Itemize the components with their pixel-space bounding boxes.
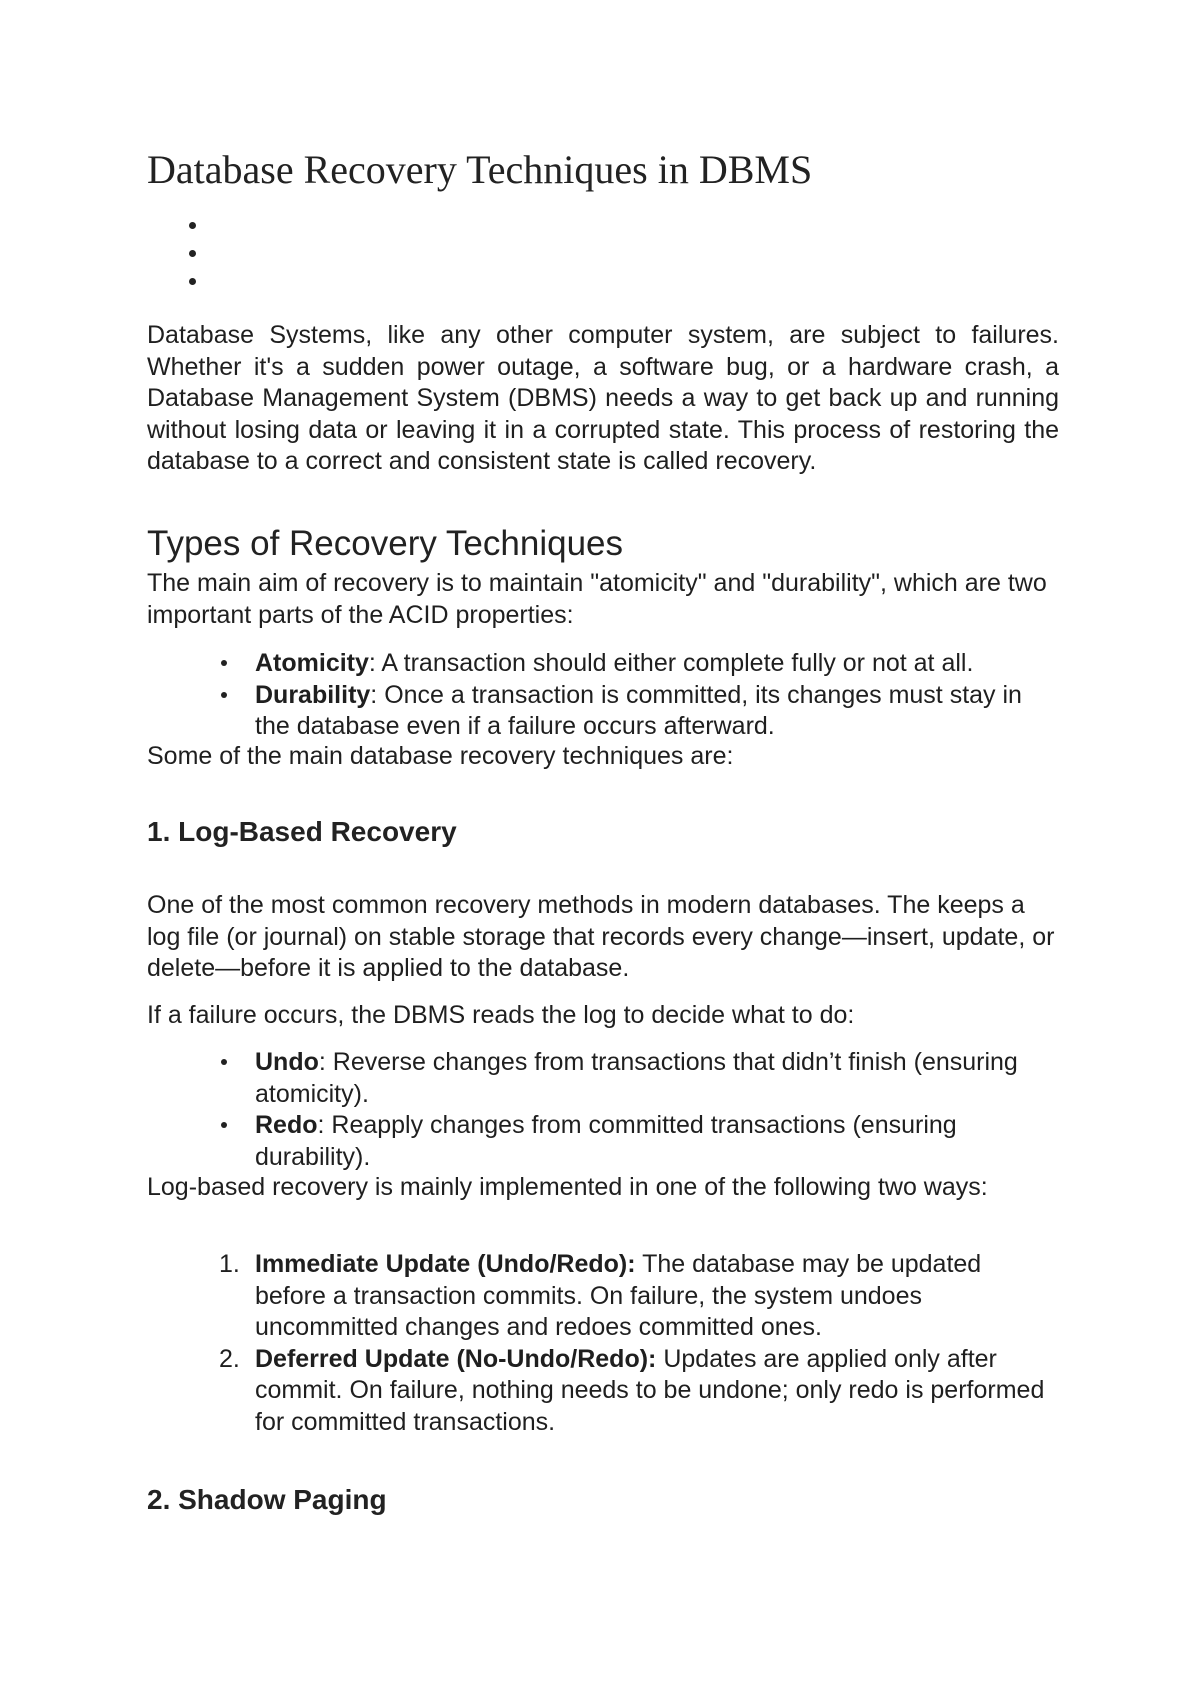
action-text: : Reverse changes from transactions that didn’t finish (ensuring atomicity). [255, 1048, 1018, 1108]
action-text: : Reapply changes from committed transactions (ensuring durability). [255, 1111, 957, 1171]
intro-paragraph: Database Systems, like any other computer system, are subject to failures. Whether it's a sudden power outage, a software bug, or a hardware crash, a Database Management System (DBMS) needs a way to get back up and running without losing data or leaving it in a corrupted state. This process of restoring the database to a correct and consistent state is called recovery. [147, 321, 1059, 475]
techniques-intro-paragraph: Some of the main database recovery techniques are: [147, 742, 734, 770]
action-term: Undo [255, 1048, 319, 1076]
method-text: Updates are applied only after commit. On failure, nothing needs to be undone; only redo is performed for committed transactions. [255, 1344, 1045, 1436]
undo-redo-list [147, 1047, 1059, 1173]
action-item-undo [147, 1047, 1059, 1110]
action-item-redo [147, 1110, 1059, 1173]
method-item-immediate [147, 1249, 1059, 1344]
method-term: Deferred Update (No-Undo/Redo): [255, 1344, 657, 1373]
method-text: The database may be updated before a transaction commits. On failure, the system undoes uncommitted changes and redoes committed ones. [255, 1250, 982, 1341]
section1-paragraph-3: Log-based recovery is mainly implemented in one of the following two ways: [147, 1173, 988, 1201]
method-item-deferred [147, 1344, 1059, 1439]
action-term: Redo [255, 1111, 318, 1139]
method-number: 2. [219, 1344, 240, 1373]
section2-heading: 2. Shadow Paging [147, 1484, 387, 1515]
method-term: Immediate Update (Undo/Redo): [255, 1250, 636, 1278]
types-heading: Types of Recovery Techniques [147, 524, 624, 563]
acid-term: Atomicity [255, 649, 369, 677]
acid-item-durability [147, 680, 1059, 743]
acid-text: : Once a transaction is committed, its changes must stay in the database even if a failure occurs afterward. [255, 680, 1022, 740]
section1-paragraph-1: One of the most common recovery methods in modern databases. The keeps a log file (or journal) on stable storage that records every change—insert, update, or delete—before it is applied to the database. [147, 891, 1055, 982]
document-title: Database Recovery Techniques in DBMS [147, 147, 813, 192]
method-number: 1. [219, 1250, 240, 1278]
update-methods-list [147, 1249, 1059, 1438]
acid-term: Durability [255, 680, 371, 709]
acid-item-atomicity [147, 648, 1059, 680]
section1-heading: 1. Log-Based Recovery [147, 816, 457, 847]
acid-list [147, 648, 1059, 743]
types-intro-paragraph: The main aim of recovery is to maintain "atomicity" and "durability", which are two important parts of the ACID properties: [147, 569, 1047, 629]
section1-paragraph-2: If a failure occurs, the DBMS reads the log to decide what to do: [147, 1001, 855, 1029]
acid-text: : A transaction should either complete fully or not at all. [368, 649, 974, 677]
